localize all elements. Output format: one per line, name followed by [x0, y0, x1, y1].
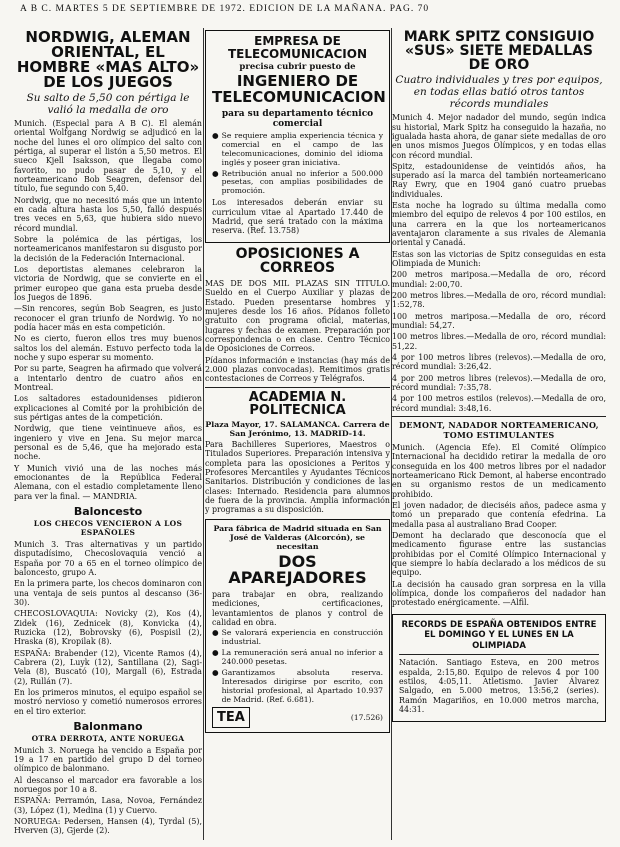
result-line: 100 metros libres.—Medalla de oro, récord mundial: 51,22. — [392, 332, 606, 351]
telecom-ad — [205, 30, 390, 243]
article-paragraph: Munich 4. Mejor nadador del mundo, según indica su historial, Mark Spitz ha conseguido la hazaña, no igualada hasta ahora, de ganar siete medallas de oro en unos mismos Juegos Olímpicos, y en todas ellas con récord mundial. — [392, 113, 606, 160]
aparejadores-ad-item — [212, 649, 383, 667]
article-paragraph: Munich. (Especial para A B C). El alemán oriental Wolfgang Nordwig se adjudicó en la noche del lunes el oro olímpico del salto con pértiga, al superar el listón a 5,50 metros. El sueco Kjell Isaksson, que llegaba como favorito, no pudo pasar de 5,10, y el norteamericano Bob Seagren, defensor del título, fue segundo con 5,40. — [14, 119, 202, 194]
article-paragraph: Los saltadores estadounidenses pidieron explicaciones al Comité por la prohibición de sus pértigas antes de la competición. — [14, 394, 202, 422]
correos-ad-footer: Pídanos información e instancias (hay más de 2.000 plazas convocadas). Remitimos gratis contestaciones de Correos y Telégrafos. — [205, 355, 390, 384]
spitz-subhead: Cuatro individuales y tres por equipos, en todas ellas batió otros tantos récords mundiales — [395, 74, 603, 111]
running-head: A B C. MARTES 5 DE SEPTIEMBRE DE 1972. EDICION DE LA MAÑANA. PAG. 70 — [20, 4, 430, 14]
item-text: Se valorará experiencia en construcción industrial. — [221, 628, 383, 647]
result-line: 4 por 100 metros libres (relevos).—Medalla de oro, récord mundial: 3:26,42. — [392, 353, 606, 372]
result-line: 200 metros mariposa.—Medalla de oro, récord mundial: 2:00,70. — [392, 270, 606, 289]
article-paragraph: En los primeros minutos, el equipo español se mostró nervioso y cometió numerosos errores en el tiro exterior. — [14, 687, 202, 716]
correos-ad-headline: OPOSICIONES A CORREOS — [235, 245, 360, 277]
telecom-ad-intro: precisa cubrir puesto de — [239, 62, 356, 73]
telecom-ad-company: EMPRESA DE TELECOMUNICACION — [227, 34, 368, 61]
demont-headline: DEMONT, NADADOR NORTEAMERICANO, TOMO ESTIMULANTES — [399, 420, 599, 441]
left-column — [14, 30, 202, 842]
article-paragraph: No es cierto, fueron ellos tres muy buenos saltos los del alemán. Estuvo perfecto toda la noche y supo esperar su momento. — [14, 334, 202, 362]
article-paragraph: Munich. (Agencia Efe). El Comité Olímpico Internacional ha decidido retirar la medalla de oro conseguida en los 400 metros libres por el nadador norteamericano Rick Demont, al haberse encontrado en su organismo restos de un medicamento prohibido. — [392, 443, 606, 499]
article-paragraph: Los deportistas alemanes celebraron la victoria de Nordwig, que se convierte en el primer europeo que gana esta prueba desde los Juegos de 1896. — [14, 265, 202, 303]
column-rule — [203, 28, 204, 840]
telecom-ad-department: para su departamento técnico comercial — [221, 108, 374, 129]
article-paragraph: CHECOSLOVAQUIA: Novicky (2), Kos (4), Zidek (16), Zednicek (8), Konvicka (4), Ruzicka (12), Bobrovsky (6), Pospisil (2), Hraska (8), Kropilak (8). — [14, 609, 202, 647]
article-paragraph: ESPAÑA: Brabender (12), Vicente Ramos (4), Cabrera (2), Luyk (12), Santillana (2), Sagi-Vela (8), Buscató (10), Margall (6), Estrada (2), Rullán (7). — [14, 648, 202, 686]
article-paragraph: Spitz, estadounidense de veintidós años, ha superado así la marca del también norteamericano Ray Ewry, que en 1904 ganó cuatro pruebas individuales. — [392, 161, 606, 199]
article-paragraph: Sobre la polémica de las pértigas, los norteamericanos manifestaron su disgusto por la decisión de la Federación Internacional. — [14, 235, 202, 263]
divider — [205, 387, 390, 388]
telecom-ad-footer: Los interesados deberán enviar su curriculum vitae al Apartado 17.440 de Madrid, que será tratado con la máxima reserva. (Ref. 13.758) — [212, 198, 383, 236]
article-paragraph: Al descanso el marcador era favorable a los noruegos por 10 a 8. — [14, 775, 202, 795]
telecom-ad-position: INGENIERO DE TELECOMUNICACION — [212, 72, 386, 106]
basket-section-title: Baloncesto — [73, 504, 143, 518]
item-text: Garantizamos absoluta reserva. Interesados dirigirse por escrito, con historial profesional, al Apartado 10.937 de Madrid. (Ref. 6.681). — [221, 668, 383, 705]
result-line: 4 por 100 metros estilos (relevos).—Medalla de oro, récord mundial: 3:48,16. — [392, 394, 606, 413]
bullet-icon: ● — [212, 628, 219, 638]
basket-section-subtitle: LOS CHECOS VENCIERON A LOS ESPAÑOLES — [33, 518, 183, 537]
article-paragraph: Por su parte, Seagren ha afirmado que volverá a intentarlo dentro de cuatro años en Montreal. — [14, 364, 202, 392]
article-paragraph: Y Munich vivió una de las noches más emocionantes de la República Federal Alemana, con el estadio completamente lleno para ver la final. — MANDRIA. — [14, 463, 202, 501]
article-paragraph: En la primera parte, los checos dominaron con una ventaja de seis puntos al descanso (36-30). — [14, 579, 202, 607]
article-paragraph: NORUEGA: Pedersen, Hansen (4), Tyrdal (5), Hverven (3), Gjerde (2). — [14, 817, 202, 836]
aparejadores-ad-description: para trabajar en obra, realizando mediciones, certificaciones, levantamientos de planos y control de calidad en obra. — [212, 590, 383, 628]
result-line: 100 metros mariposa.—Medalla de oro, récord mundial: 54,27. — [392, 311, 606, 331]
article-paragraph: Nordwig, que no necesitó más que un intento en cada altura hasta los 5,50, falló después tres veces en 5,63, que hubiera sido nuevo récord mundial. — [14, 195, 202, 233]
result-line: 4 por 200 metros libres (relevos).—Medalla de oro, récord mundial: 7:35,78. — [392, 373, 606, 393]
basket-article — [14, 540, 202, 716]
nordwig-article — [14, 119, 202, 501]
article-paragraph: La decisión ha causado gran sorpresa en la villa olímpica, donde los compañeros del nadador han protestado enérgicamente. —Alfil. — [392, 579, 606, 608]
spitz-article — [392, 113, 606, 413]
academia-ad-address: Plaza Mayor, 17. SALAMANCA. Carrera de San Jerónimo, 13. MADRID-14. — [205, 419, 390, 438]
divider — [399, 654, 599, 655]
article-paragraph: Munich 3. Noruega ha vencido a España por 19 a 17 en partido del grupo D del torneo olímpico de balonmano. — [14, 745, 202, 774]
telecom-ad-item — [212, 170, 383, 197]
divider — [392, 416, 606, 417]
aparejadores-ad-headline: DOS APAREJADORES — [228, 551, 367, 588]
article-paragraph: —Sin rencores, según Bob Seagren, es justo reconocer el gran triunfo de Nordwig. Yo no podía hacer más en esta competición. — [14, 304, 202, 333]
academia-ad-headline: ACADEMIA N. POLITECNICA — [248, 389, 347, 419]
handball-section-title: Balonmano — [73, 719, 143, 733]
article-paragraph: Demont ha declarado que desconocía que el medicamento figurase entre las sustancias prohibidas por el Comité Olímpico Internacional y que siempre lo había declarado a los médicos de su equipo. — [392, 530, 606, 578]
item-text: La remuneración será anual no inferior a 240.000 pesetas. — [221, 648, 383, 667]
bullet-icon: ● — [212, 668, 219, 678]
tea-logo: TEA — [212, 707, 250, 728]
spitz-headline: MARK SPITZ CONSIGUIO «SUS» SIETE MEDALLAS DE ORO — [403, 30, 595, 73]
correos-ad-body: MAS DE DOS MIL PLAZAS SIN TITULO. Sueldo en el Cuerpo Auxiliar y plazas de Estado. Pueden presentarse hombres y mujeres desde los 16 años. Pídanos folleto gratuito con programa oficial, materias, lugares y fechas de examen. Preparación por correspondencia o en clase. Centro Técnico de Oposiciones de Correos. — [205, 279, 390, 354]
records-box-body: Natación. Santiago Esteva, en 200 metros espalda, 2:15,80. Equipo de relevos 4 por 100 estilos, 4:05,11. Atletismo. Javier Álvarez Salgado, en 5.000 metros, 13:56,2 (series). Ramón Magariños, en 10.000 metros marcha, 44:31. — [399, 658, 599, 715]
article-paragraph: Munich 3. Tras alternativas y un partido disputadísimo, Checoslovaquia venció a España por 70 a 65 en el torneo olímpico de baloncesto, grupo A. — [14, 539, 202, 577]
article-paragraph: Nordwig, que tiene veintinueve años, es ingeniero y vive en Jena. Su mejor marca personal es de 5,46, que ha mejorado esta noche. — [14, 424, 202, 462]
academia-ad-body: Para Bachilleres Superiores, Maestros o Titulados Superiores. Preparación intensiva y completa para las oposiciones a Peritos y Profesores Mercantiles y Ayudantes Técnicos Sanitarios. Distribución y condiciones de las clases: Internado. Residencia para alumnos de fuera de la provincia. Amplia información y programas a su disposición. — [205, 439, 390, 515]
right-column — [392, 30, 606, 842]
article-paragraph: ESPAÑA: Perramón, Lasa, Novoa, Fernández (3), López (1), Medina (1) y Cuervo. — [14, 796, 202, 815]
aparejadores-ad — [205, 519, 390, 734]
bullet-icon: ● — [212, 648, 219, 658]
bullet-icon: ● — [212, 168, 219, 178]
item-text: Se requiere amplia experiencia técnica y comercial en el campo de las telecomunicaciones, dominio del idioma inglés y poseer gran iniciativa. — [221, 130, 383, 167]
telecom-ad-item — [212, 132, 383, 168]
nordwig-headline: NORDWIG, ALEMAN ORIENTAL, EL HOMBRE «MAS ALTO» DE LOS JUEGOS — [16, 30, 200, 91]
records-box — [392, 614, 606, 723]
demont-article — [392, 443, 606, 608]
result-line: 200 metros libres.—Medalla de oro, récord mundial: 1:52,78. — [392, 291, 606, 310]
article-paragraph: El joven nadador, de dieciséis años, padece asma y tomó un preparado que contenía efedrina. La medalla pasa al australiano Brad Cooper. — [392, 501, 606, 529]
nordwig-subhead: Su salto de 5,50 con pértiga le valió la medalla de oro — [26, 92, 190, 117]
item-text: Retribución anual no inferior a 500.000 pesetas, con amplias posibilidades de promoción. — [221, 168, 383, 196]
handball-article — [14, 746, 202, 836]
article-paragraph: Estas son las victorias de Spitz conseguidas en esta Olimpiada de Munich: — [392, 249, 606, 269]
aparejadores-ad-item — [212, 629, 383, 647]
middle-column — [205, 30, 390, 842]
aparejadores-ad-ref: (17.526) — [350, 713, 383, 723]
aparejadores-ad-item — [212, 669, 383, 705]
aparejadores-ad-intro: Para fábrica de Madrid situada en San José de Valderas (Alcorcón), se necesitan — [213, 523, 382, 551]
bullet-icon: ● — [212, 130, 219, 140]
article-paragraph: Esta noche ha logrado su última medalla como miembro del equipo de relevos 4 por 100 estilos, en una carrera en la que los norteamericanos aventajaron claramente a sus rivales de Alemania oriental y Canadá. — [392, 201, 606, 248]
records-box-title: RECORDS DE ESPAÑA OBTENIDOS ENTRE EL DOMINGO Y EL LUNES EN LA OLIMPIADA — [401, 619, 597, 651]
handball-section-subtitle: OTRA DERROTA, ANTE NORUEGA — [31, 733, 185, 743]
